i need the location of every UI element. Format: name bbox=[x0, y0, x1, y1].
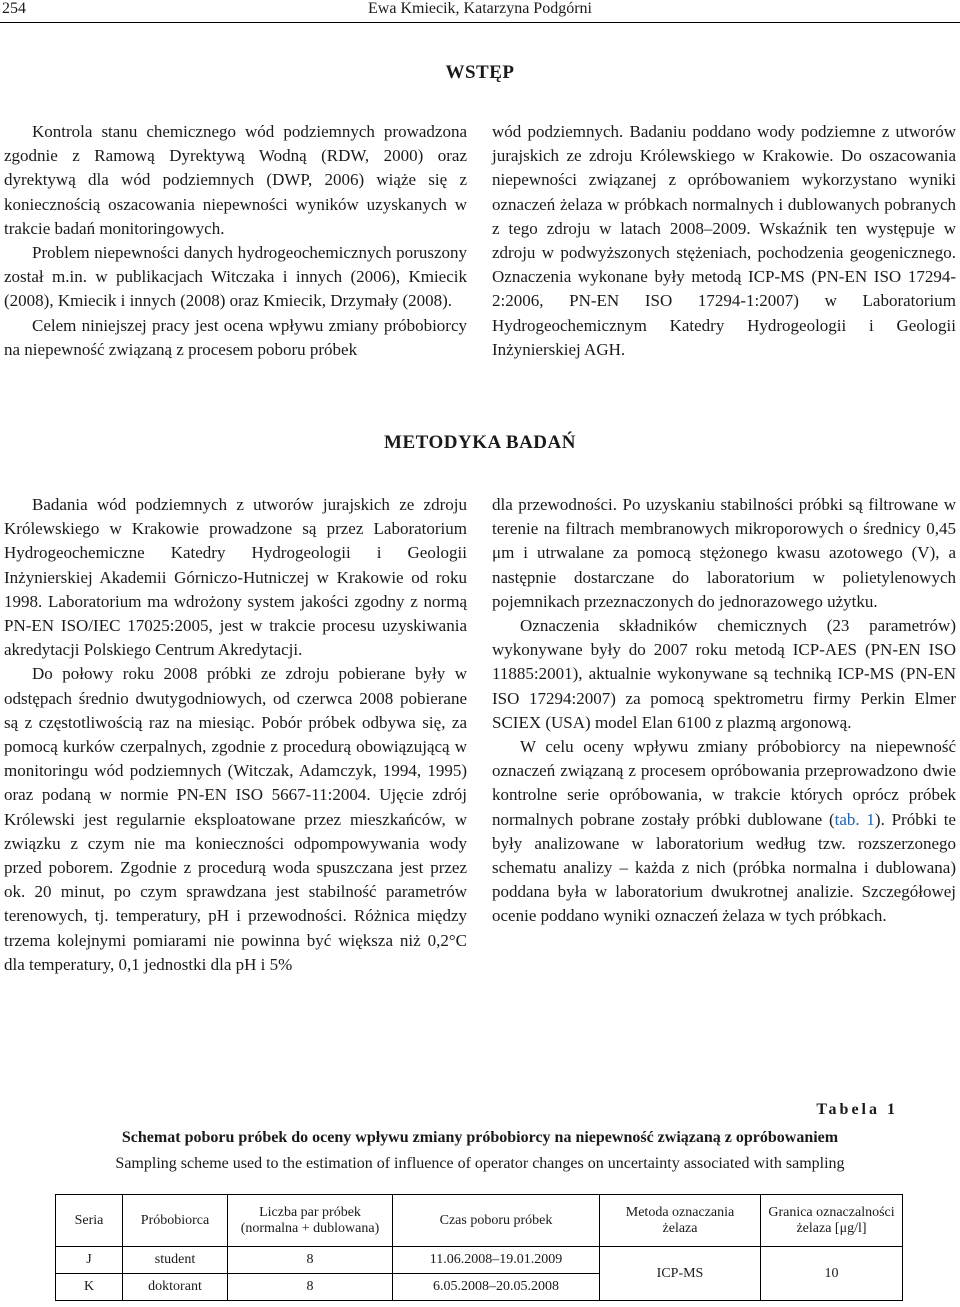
paragraph: dla przewodności. Po uzyskaniu stabilności próbki są filtrowane w terenie na filtrach membranowych mikroporowych o średnicy 0,45 μm i utrwalane za pomocą stężonego kwasu azotowego (V), a następnie dostarczane do laboratorium w polietylenowych pojemnikach przeznaczonych do jednorazowego użytku. bbox=[492, 495, 956, 611]
header-metoda bbox=[600, 1195, 761, 1247]
header-rule bbox=[0, 22, 960, 23]
paragraph: Kontrola stanu chemicznego wód podziemnych prowadzona zgodnie z Ramową Dyrektywą Wodną (RDW, 2000) oraz dyrektywą dla wód podziemnych (DWP, 2006) wiąże się z koniecznością oszacowania niepewności wyników uzyskanych w trakcie badań monitoringowych. bbox=[4, 122, 467, 238]
header-granica bbox=[761, 1195, 903, 1247]
header-line: Metoda oznaczania bbox=[625, 1204, 735, 1220]
header-line: Granica oznaczalności bbox=[768, 1204, 895, 1220]
cell-liczba: 8 bbox=[228, 1247, 393, 1274]
table-header-row bbox=[56, 1195, 903, 1247]
cell-czas: 6.05.2008–20.05.2008 bbox=[393, 1274, 600, 1301]
methods-left-column bbox=[4, 493, 467, 977]
cell-czas: 11.06.2008–19.01.2009 bbox=[393, 1247, 600, 1274]
table-reference-link[interactable]: tab. 1 bbox=[834, 809, 875, 829]
paragraph-text: ). Próbki te były analizowane w laboratorium według tzw. rozszerzonego schematu analizy – każda z nich (próbka normalna i dublowana) poddana była w laboratorium dwukrotnej analizie. Szczegółowej ocenie poddano wyniki oznaczeń żelaza w tych próbkach. bbox=[492, 809, 956, 926]
running-head-authors: Ewa Kmiecik, Katarzyna Podgórni bbox=[368, 0, 592, 17]
paragraph: Celem niniejszej pracy jest ocena wpływu zmiany próbobiorcy na niepewność związaną z procesem poboru próbek bbox=[4, 315, 467, 359]
cell-probobiorca: student bbox=[123, 1247, 228, 1274]
table-row bbox=[56, 1247, 903, 1274]
paragraph bbox=[492, 735, 956, 929]
cell-granica: 10 bbox=[761, 1247, 903, 1301]
section-title-intro: WSTĘP bbox=[445, 62, 515, 83]
paragraph: Oznaczenia składników chemicznych (23 parametrów) wykonywane były do 2007 roku metodą ICP-AES (PN-EN ISO 11885:2001), aktualnie wykonywane są techniką ICP-MS (PN-EN ISO 17294:2007) za pomocą spektrometru firmy Perkin Elmer SCIEX (USA) model Elan 6100 z plazmą argonową. bbox=[492, 616, 956, 732]
header-line: (normalna + dublowana) bbox=[240, 1220, 380, 1236]
cell-seria: J bbox=[56, 1247, 123, 1274]
header-liczba-par bbox=[228, 1195, 393, 1247]
cell-metoda: ICP-MS bbox=[600, 1247, 761, 1301]
table-caption-english: Sampling scheme used to the estimation of influence of operator changes on uncertainty associated with sampling bbox=[115, 1155, 845, 1172]
paragraph: Problem niepewności danych hydrogeochemicznych poruszony został m.in. w publikacjach Witczaka i innych (2006), Kmiecik (2008), Kmiecik i innych (2008) oraz Kmiecik, Drzymały (2008). bbox=[4, 243, 467, 311]
paragraph: Badania wód podziemnych z utworów jurajskich ze zdroju Królewskiego w Krakowie prowadzone są przez Laboratorium Hydrogeochemiczne Katedry Hydrogeologii i Geologii Inżynierskiej Akademii Górniczo-Hutniczej w Krakowie od roku 1998. Laboratorium ma wdrożony system jakości zgodny z normą PN-EN ISO/IEC 17025:2005, jest w trakcie procesu uzyskiwania akredytacji Polskiego Centrum Akredytacji. bbox=[4, 495, 467, 660]
intro-left-column bbox=[4, 120, 467, 362]
paragraph-text: W celu oceny wpływu zmiany próbobiorcy na niepewność oznaczeń związaną z procesem opróbowania przeprowadzono dwie kontrolne serie opróbowania, w trakcie których oprócz próbek normalnych pobrane zostały próbki dublowane ( bbox=[492, 737, 956, 829]
page-header bbox=[0, 0, 960, 22]
header-line: Liczba par próbek bbox=[259, 1204, 361, 1220]
intro-right-column bbox=[492, 120, 956, 362]
methods-right-column bbox=[492, 493, 956, 929]
table-label: Tabela 1 bbox=[816, 1101, 898, 1118]
header-probobiorca: Próbobiorca bbox=[123, 1195, 228, 1247]
header-line: żelaza bbox=[662, 1220, 698, 1236]
paragraph: wód podziemnych. Badaniu poddano wody podziemne z utworów jurajskich ze zdroju Królewskiego w Krakowie. Do oszacowania niepewności związanej z opróbowaniem wykorzystano wyniki oznaczeń żelaza w próbkach normalnych i dublowanych pobranych z tego zdroju w latach 2008–2009. Wskaźnik ten występuje w zdroju w podwyższonych stężeniach, pochodzenia geogenicznego. Oznaczenia wykonane były metodą ICP-MS (PN-EN ISO 17294-2:2006, PN-EN ISO 17294-1:2007) w Laboratorium Hydrogeochemicznym Katedry Hydrogeologii i Geologii Inżynierskiej AGH. bbox=[492, 122, 956, 359]
cell-probobiorca: doktorant bbox=[123, 1274, 228, 1301]
header-line: żelaza [μg/l] bbox=[796, 1220, 867, 1236]
cell-liczba: 8 bbox=[228, 1274, 393, 1301]
page-number: 254 bbox=[2, 0, 26, 17]
sampling-scheme-table bbox=[55, 1194, 903, 1301]
header-czas: Czas poboru próbek bbox=[393, 1195, 600, 1247]
table-caption-polish: Schemat poboru próbek do oceny wpływu zmiany próbobiorcy na niepewność związaną z opróbowaniem bbox=[121, 1129, 839, 1146]
paragraph: Do połowy roku 2008 próbki ze zdroju pobierane były w odstępach średnio dwutygodniowych, od czerwca 2008 pobierane są z częstotliwością raz na miesiąc. Pobór próbek odbywa się, za pomocą kurków czerpalnych, zgodnie z procedurą obowiązującą w monitoringu wód podziemnych (Witczak, Adamczyk, 1994, 1995) oraz podaną w normie PN-EN ISO 5667-11:2004. Ujęcie zdrój Królewski jest regularnie eksploatowane przez mieszkańców, w związku z czym nie ma konieczności odpompowywania wody przed poborem. Zgodnie z procedurą woda spuszczana jest przez ok. 20 minut, po czym sprawdzana jest stabilność parametrów terenowych, tj. temperatury, pH i przewodności. Różnica między trzema kolejnymi pomiarami nie powinna być większa niż 0,2°C dla temperatury, 0,1 jednostki dla pH i 5% bbox=[4, 664, 467, 974]
header-seria: Seria bbox=[56, 1195, 123, 1247]
cell-seria: K bbox=[56, 1274, 123, 1301]
section-title-methods: METODYKA BADAŃ bbox=[384, 432, 576, 453]
